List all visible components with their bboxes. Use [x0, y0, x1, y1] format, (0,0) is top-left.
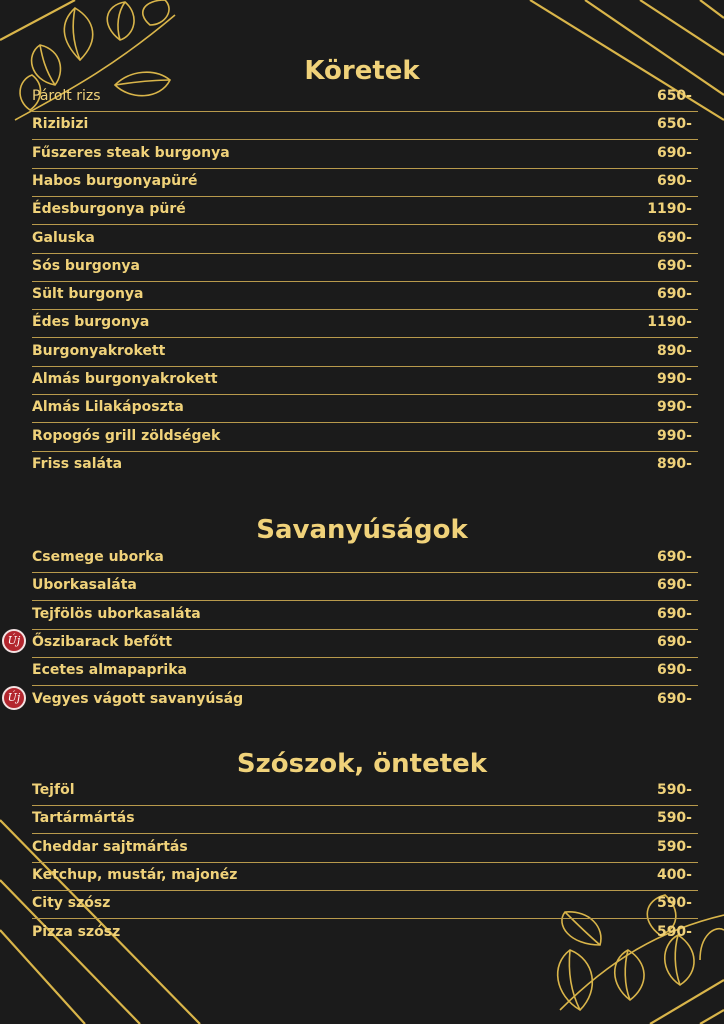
menu-item-name: Ropogós grill zöldségek	[32, 427, 221, 444]
menu-item-price: 890-	[656, 342, 692, 359]
section-title-szoszok: Szószok, öntetek	[236, 749, 488, 779]
menu-item-row	[32, 891, 698, 919]
menu-item-name: Párolt rizs	[32, 88, 101, 104]
menu-item-price: 690-	[656, 172, 692, 189]
menu-item-name: Galuska	[32, 229, 95, 246]
menu-item-row	[32, 395, 698, 423]
menu-item-price: 1190-	[647, 314, 692, 331]
menu-item-price: 690-	[656, 549, 692, 565]
menu-item-name: Édes burgonya	[32, 314, 150, 331]
new-badge-icon: Új	[2, 629, 26, 653]
menu-item-name: Habos burgonyapüré	[32, 172, 198, 189]
menu-item-price: 400-	[656, 866, 692, 883]
menu-item-price: 990-	[656, 371, 692, 387]
menu-item-row	[32, 658, 698, 686]
menu-item-price: 690-	[656, 257, 692, 274]
menu-item-name: Tejfölös uborkasaláta	[32, 605, 201, 622]
menu-item-row	[32, 806, 698, 834]
menu-item-name: Őszibarack befőtt	[32, 633, 173, 650]
menu-item-name: Almás Lilakáposzta	[32, 399, 184, 416]
menu-item-name: City szósz	[32, 895, 111, 912]
menu-item-row	[32, 226, 698, 254]
menu-item-row	[32, 424, 698, 452]
menu-item-price: 650-	[656, 88, 692, 104]
menu-item-price: 690-	[656, 605, 692, 622]
menu-item-row	[32, 112, 698, 140]
menu-item-name: Fűszeres steak burgonya	[32, 144, 230, 161]
menu-item-price: 590-	[656, 810, 692, 827]
menu-item-row	[32, 282, 698, 310]
menu-item-name: Friss saláta	[32, 455, 123, 472]
menu-item-row	[32, 339, 698, 367]
menu-item-row	[32, 169, 698, 197]
menu-item-row	[32, 197, 698, 225]
menu-item-row	[32, 367, 698, 395]
menu-item-name: Cheddar sajtmártás	[32, 838, 188, 855]
section-title-savanyusagok: Savanyúságok	[256, 515, 468, 545]
menu-item-row	[32, 863, 698, 891]
menu-item-name: Uborkasaláta	[32, 577, 137, 594]
menu-item-name: Rizibizi	[32, 116, 89, 133]
menu-item-name: Ketchup, mustár, majonéz	[32, 866, 238, 883]
menu-item-row	[32, 452, 698, 480]
menu-item-price: 690-	[656, 662, 692, 679]
menu-item-price: 650-	[656, 116, 692, 133]
menu-item-price: 690-	[656, 286, 692, 303]
menu-item-name: Sós burgonya	[32, 257, 140, 274]
menu-item-price: 690-	[656, 577, 692, 594]
section-title-koretek: Köretek	[304, 56, 420, 86]
menu-item-name: Almás burgonyakrokett	[32, 371, 218, 387]
new-badge-icon: Új	[2, 686, 26, 710]
menu-item-row	[32, 573, 698, 601]
menu-item-row	[7, 630, 698, 658]
menu-item-name: Pizza szósz	[32, 923, 121, 940]
menu-item-price: 990-	[656, 399, 692, 416]
menu-item-name: Tartármártás	[32, 810, 135, 827]
menu-item-name: Burgonyakrokett	[32, 342, 166, 359]
menu-item-price: 690-	[656, 633, 692, 650]
menu-item-row	[32, 545, 698, 573]
menu-item-row	[32, 84, 698, 112]
menu-item-price: 890-	[656, 455, 692, 472]
menu-item-row	[32, 141, 698, 169]
menu-item-name: Vegyes vágott savanyúság	[32, 690, 244, 707]
menu-item-name: Csemege uborka	[32, 549, 164, 565]
menu-item-name: Édesburgonya püré	[32, 201, 186, 218]
menu-item-row	[32, 602, 698, 630]
menu-item-row	[7, 687, 698, 715]
menu-item-price: 590-	[656, 895, 692, 912]
menu-item-price: 590-	[656, 838, 692, 855]
menu-item-name: Sült burgonya	[32, 286, 144, 303]
menu-item-price: 690-	[656, 229, 692, 246]
menu-item-row	[32, 778, 698, 806]
menu-item-row	[32, 920, 698, 948]
menu-item-price: 1190-	[647, 201, 692, 218]
menu-item-price: 690-	[656, 144, 692, 161]
menu-item-row	[32, 310, 698, 338]
menu-item-price: 690-	[656, 690, 692, 707]
menu-item-name: Ecetes almapaprika	[32, 662, 187, 679]
menu-item-price: 590-	[656, 782, 692, 798]
menu-item-price: 590-	[656, 923, 692, 940]
menu-item-name: Tejföl	[32, 782, 75, 798]
menu-item-row	[32, 254, 698, 282]
menu-item-price: 990-	[656, 427, 692, 444]
menu-item-row	[32, 835, 698, 863]
